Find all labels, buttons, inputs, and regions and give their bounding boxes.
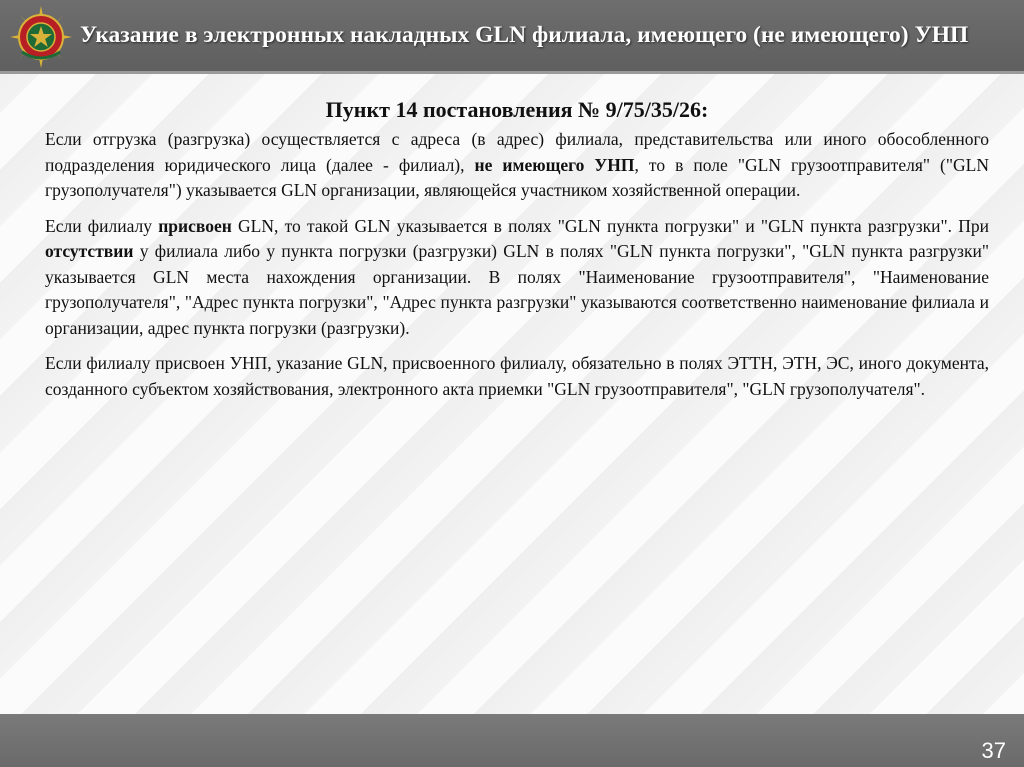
header-title: Указание в электронных накладных GLN филиала, имеющего (не имеющего) УНП	[80, 22, 969, 48]
slide-subtitle: Пункт 14 постановления № 9/75/35/26:	[325, 97, 709, 122]
paragraph-3	[45, 351, 989, 402]
paragraph-2-bold-1: присвоен	[158, 215, 232, 236]
paragraph-1-text-1: Если отгрузка (разгрузка) осуществляется с адреса (в адрес) филиала, представительства или иного обособленного подразделения юридического лица (далее - филиал),	[45, 129, 989, 175]
paragraph-2	[45, 214, 989, 342]
paragraph-3-text-1: Если филиалу присвоен УНП, указание GLN, присвоенного филиалу, обязательно в полях ЭТТН, ЭТН, ЭС, иного документа, созданного субъектом хозяйствования, электронного акта приемки "GLN грузоотправителя", "GLN грузополучателя".	[45, 353, 989, 399]
military-emblem-icon	[8, 4, 74, 70]
paragraph-2-text-2: GLN, то такой GLN указывается в полях "GLN пункта погрузки" и "GLN пункта разгрузки". При	[231, 215, 989, 236]
paragraph-1-text-2: , то в поле "GLN грузоотправителя" ("GLN грузополучателя") указывается GLN организации, являющейся участником хозяйственной операции.	[45, 154, 989, 200]
paragraph-2-text-1: Если филиалу	[45, 215, 159, 236]
paragraph-1	[45, 127, 989, 204]
paragraph-1-bold-1: не имеющего УНП	[474, 154, 635, 175]
header-bar	[0, 0, 1024, 74]
slide-content	[45, 95, 989, 412]
page-number: 37	[981, 738, 1006, 763]
footer-bar	[0, 714, 1024, 767]
paragraph-2-text-3: у филиала либо у пункта погрузки (разгрузки) GLN в полях "GLN пункта погрузки", "GLN пункта разгрузки" указывается GLN места нахождения организации. В полях "Наименование грузоотправителя", "Наименование грузополучателя", "Адрес пункта погрузки", "Адрес пункта разгрузки" указываются соответственно наименование филиала и организации, адрес пункта погрузки (разгрузки).	[45, 241, 989, 338]
paragraph-2-bold-2: отсутствии	[45, 241, 134, 261]
